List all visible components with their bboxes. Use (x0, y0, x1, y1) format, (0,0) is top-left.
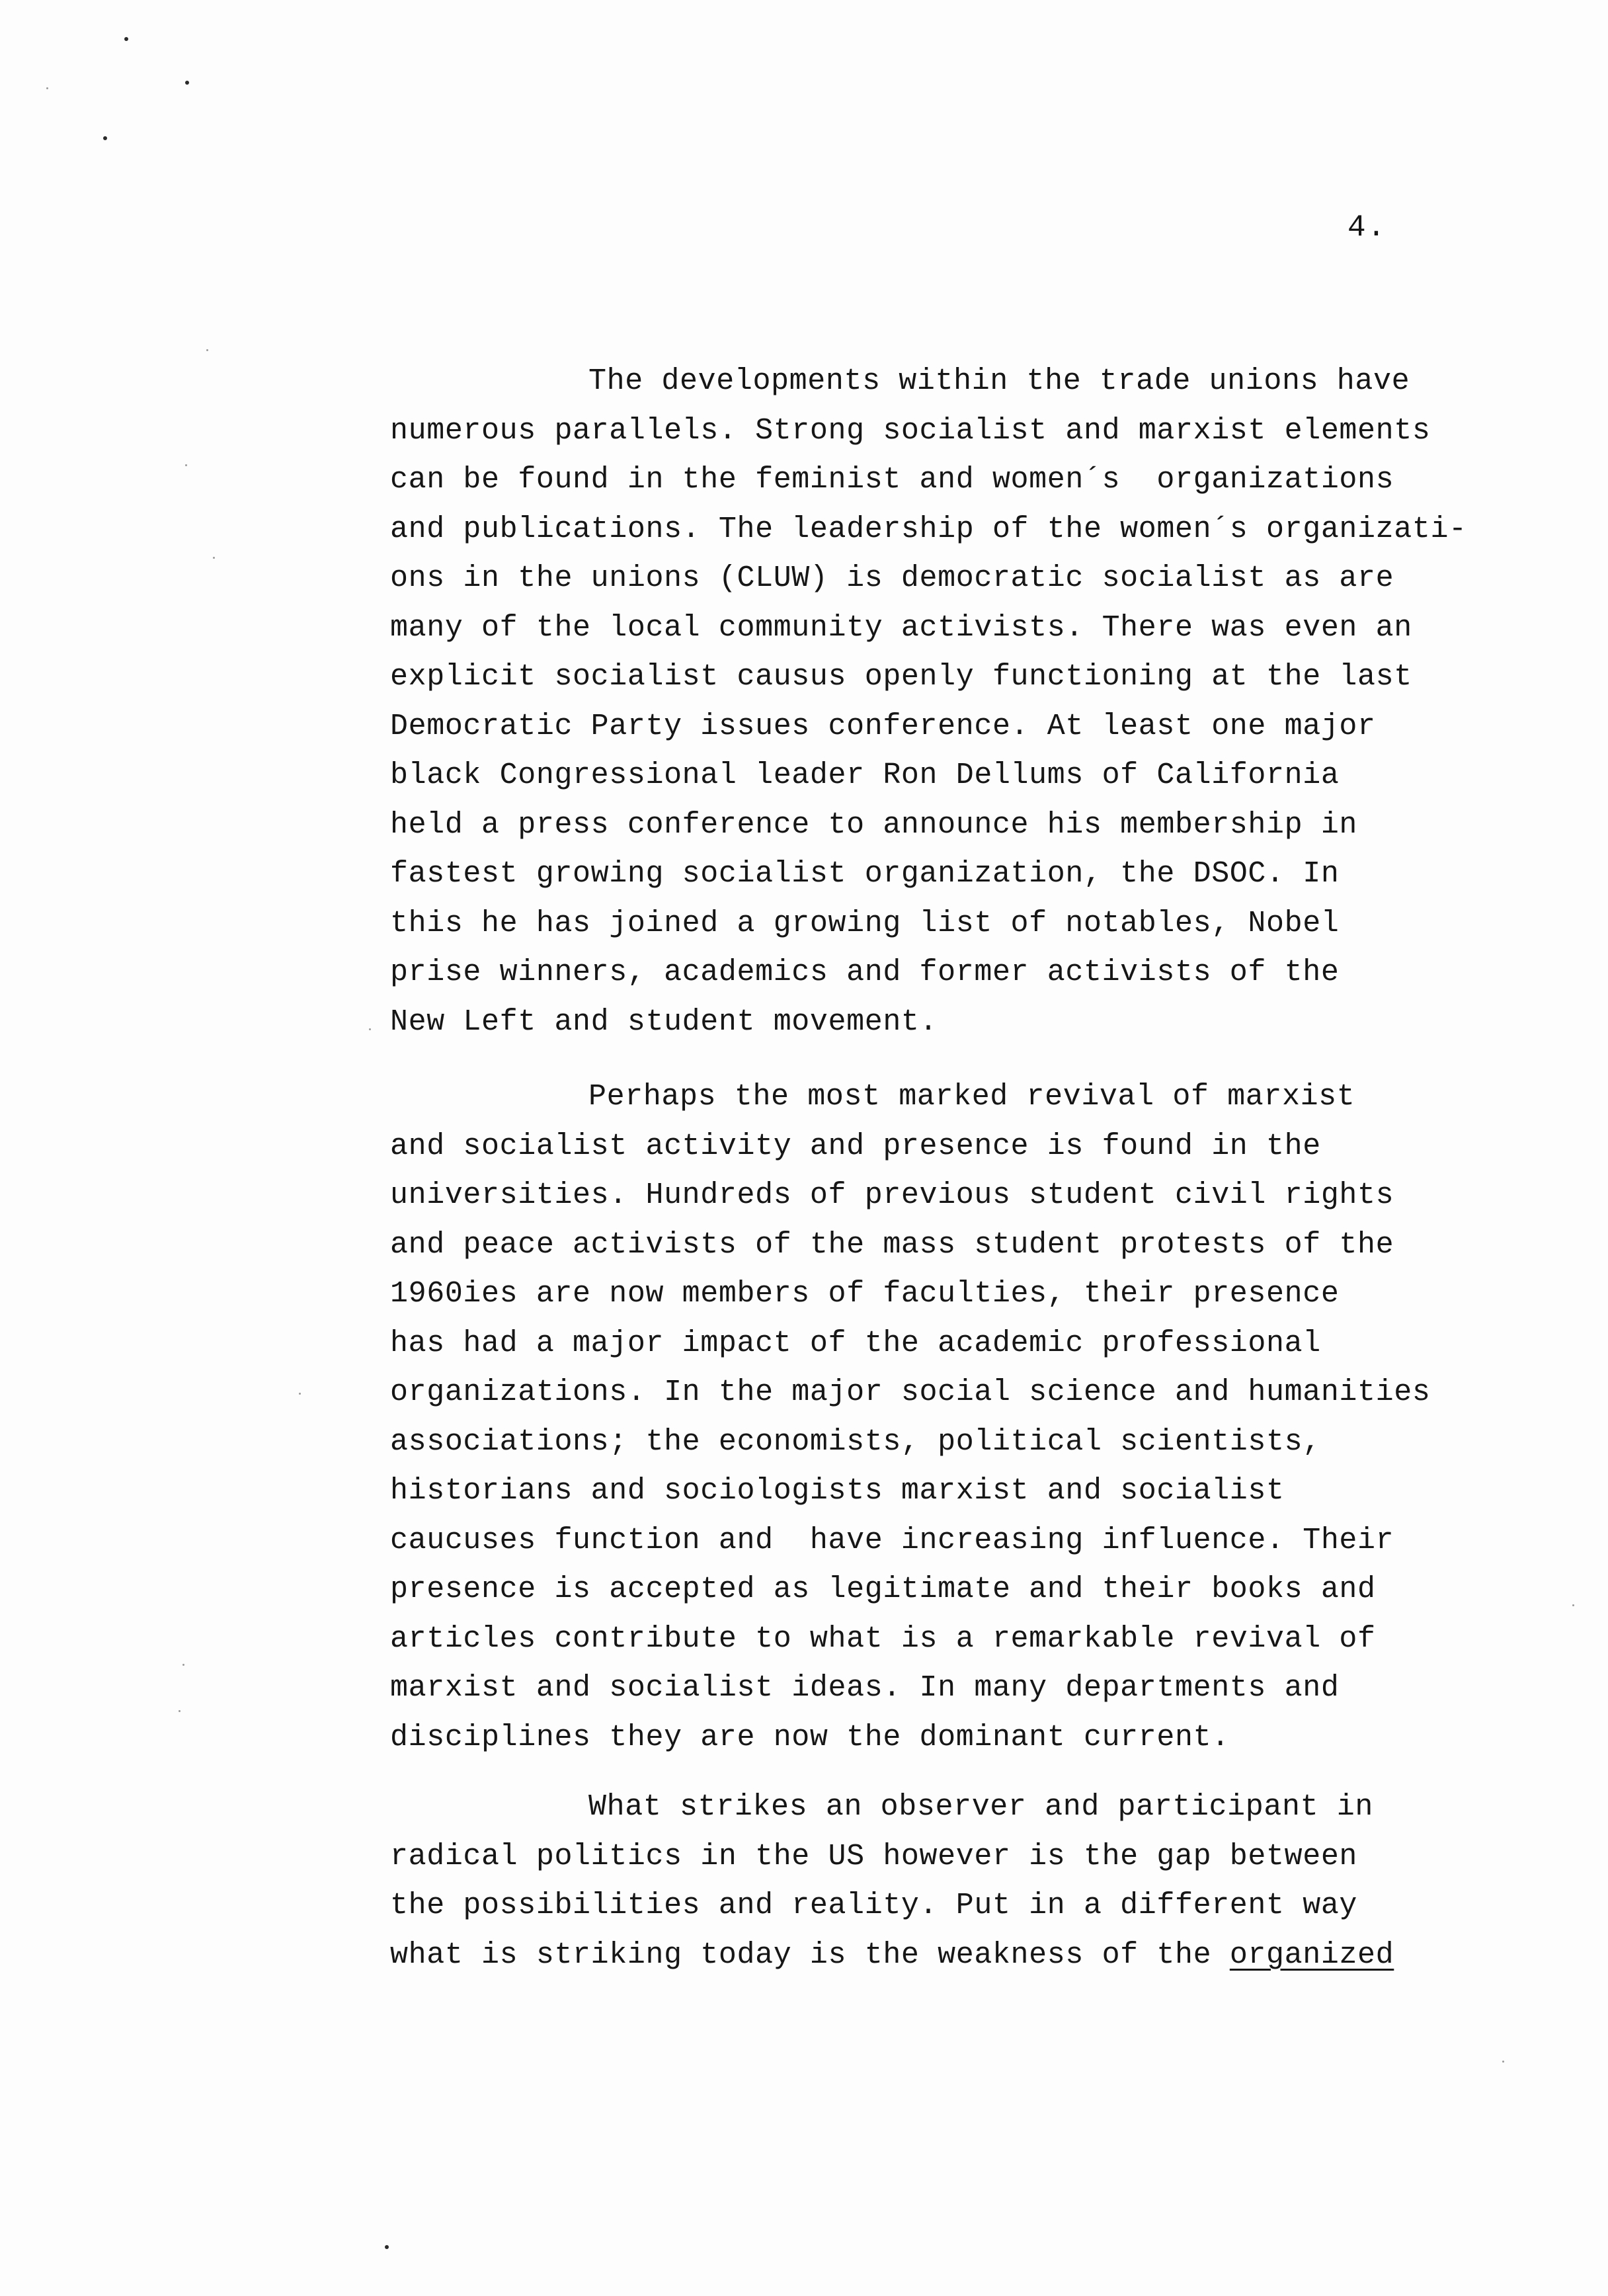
paragraph-3 (390, 1783, 1554, 1980)
text-line: organizations. In the major social science and humanities (390, 1375, 1431, 1409)
text-line (390, 1931, 1554, 1981)
scan-speck (185, 81, 189, 85)
text-line: this he has joined a growing list of notables, Nobel (390, 906, 1340, 940)
text-line: can be found in the feminist and women´s organizations (390, 463, 1394, 497)
text-line: marxist and socialist ideas. In many departments and (390, 1671, 1340, 1705)
text-line: Democratic Party issues conference. At least one major (390, 709, 1376, 743)
text-line: held a press conference to announce his membership in (390, 807, 1358, 842)
text-line: and socialist activity and presence is found in the (390, 1129, 1321, 1163)
text-line: historians and sociologists marxist and socialist (390, 1474, 1285, 1508)
text-line: caucuses function and have increasing influence. Their (390, 1523, 1394, 1557)
paragraph-1 (390, 357, 1554, 1047)
text-line: What strikes an observer and participant in (588, 1790, 1373, 1824)
text-line: New Left and student movement. (390, 1004, 938, 1039)
text-line: presence is accepted as legitimate and their books and (390, 1573, 1376, 1606)
paragraph-2 (390, 1073, 1554, 1762)
scan-speck (1502, 2061, 1504, 2063)
scan-speck (369, 1028, 371, 1030)
text-line: numerous parallels. Strong socialist and marxist elements (390, 413, 1431, 448)
text-line: prise winners, academics and former activists of the (390, 956, 1340, 989)
text-line: the possibilities and reality. Put in a different way (390, 1889, 1358, 1922)
scan-speck (46, 87, 48, 89)
text-line: universities. Hundreds of previous student civil rights (390, 1178, 1394, 1212)
scan-speck (185, 464, 187, 466)
page-number: 4. (1347, 210, 1387, 245)
text-line: has had a major impact of the academic professional (390, 1326, 1321, 1360)
text-line: articles contribute to what is a remarkable revival of (390, 1621, 1376, 1656)
text-line: and publications. The leadership of the women´s organizati- (390, 512, 1467, 546)
scan-speck (182, 1664, 184, 1666)
text-line: The developments within the trade unions have (588, 364, 1410, 398)
text-line: and peace activists of the mass student protests of the (390, 1227, 1394, 1262)
text-line: many of the local community activists. There was even an (390, 610, 1412, 645)
text-line: fastest growing socialist organization, the DSOC. In (390, 857, 1340, 891)
text-line: 1960ies are now members of faculties, their presence (390, 1277, 1340, 1311)
text-line: ons in the unions (CLUW) is democratic socialist as are (390, 561, 1394, 595)
text-line: disciplines they are now the dominant current. (390, 1720, 1230, 1754)
text-line: black Congressional leader Ron Dellums of California (390, 758, 1340, 792)
text-line: explicit socialist causus openly functioning at the last (390, 660, 1412, 694)
scan-speck (299, 1393, 301, 1395)
text-line: associations; the economists, political scientists, (390, 1424, 1321, 1459)
scan-speck (213, 557, 215, 559)
scan-speck (385, 2245, 389, 2249)
text-line: radical politics in the US however is the gap between (390, 1839, 1358, 1873)
scan-speck (179, 1710, 181, 1712)
underlined-word: organized (1229, 1938, 1394, 1972)
scan-speck (1572, 1604, 1574, 1606)
scan-speck (103, 136, 107, 140)
text-line: Perhaps the most marked revival of marxist (588, 1080, 1355, 1114)
text-line-start: what is striking today is the weakness of the (390, 1938, 1230, 1972)
scan-speck (206, 349, 208, 351)
scan-speck (124, 37, 128, 41)
